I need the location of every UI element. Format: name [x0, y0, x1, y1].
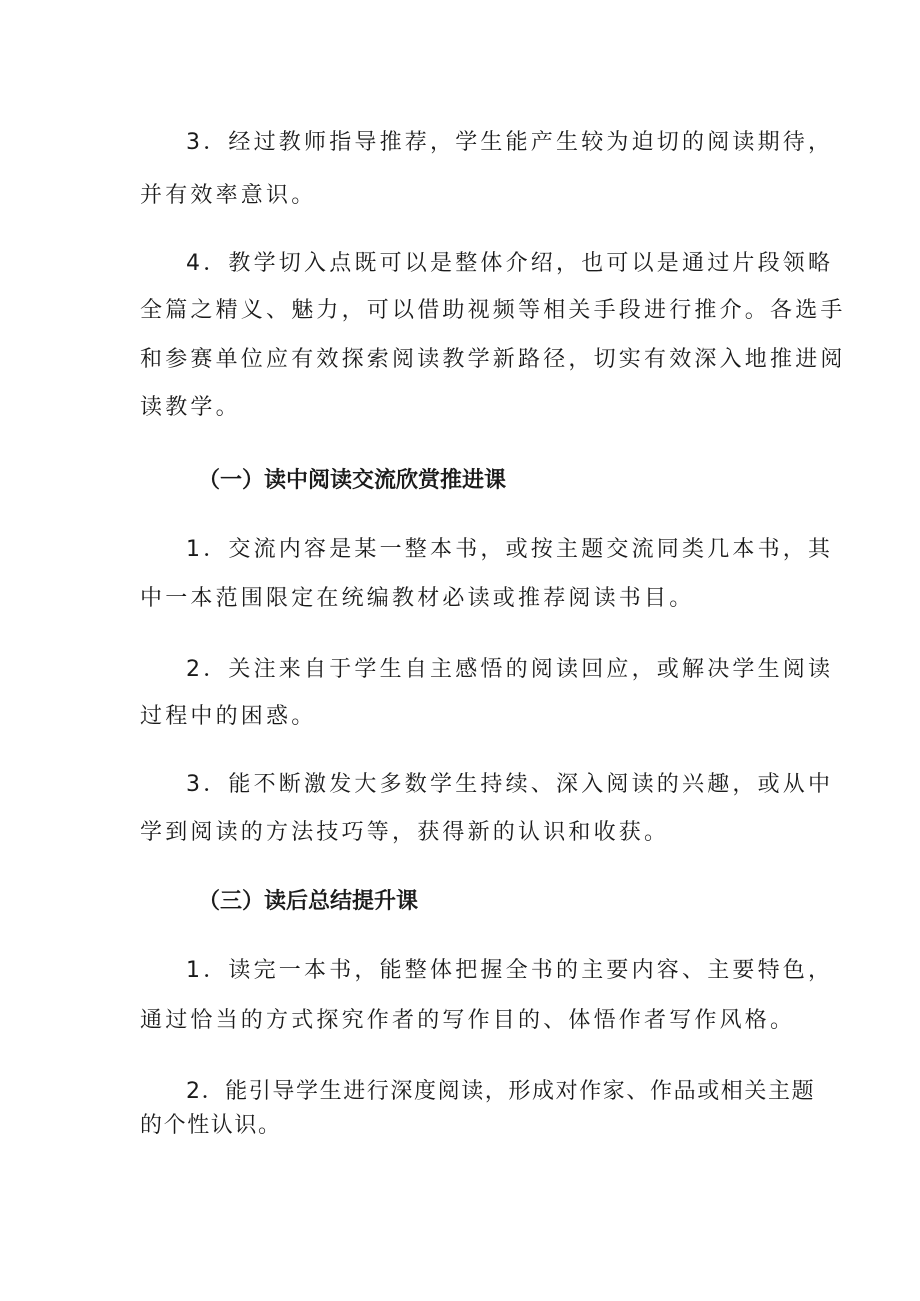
paragraph-7-line-1: 2．能引导学生进行深度阅读，形成对作家、作品或相关主题: [186, 1079, 816, 1104]
paragraph-4-line-2: 过程中的困惑。: [140, 704, 317, 729]
paragraph-5-line-2: 学到阅读的方法技巧等，获得新的认识和收获。: [140, 820, 670, 845]
paragraph-6-line-1: 1．读完一本书，能整体把握全书的主要内容、主要特色，: [186, 958, 834, 983]
paragraph-2-line-1: 4．教学切入点既可以是整体介绍，也可以是通过片段领略: [186, 251, 834, 276]
paragraph-6-line-2: 通过恰当的方式探究作者的写作目的、体悟作者写作风格。: [140, 1008, 796, 1033]
paragraph-3-line-2: 中一本范围限定在统编教材必读或推荐阅读书目。: [140, 586, 695, 611]
paragraph-1-line-2: 并有效率意识。: [140, 183, 317, 208]
paragraph-3-line-1: 1．交流内容是某一整本书，或按主题交流同类几本书，其: [186, 537, 834, 562]
paragraph-5-line-1: 3．能不断激发大多数学生持续、深入阅读的兴趣，或从中: [186, 772, 834, 797]
paragraph-7-line-2: 的个性认识。: [140, 1113, 282, 1138]
paragraph-1-line-1: 3．经过教师指导推荐，学生能产生较为迫切的阅读期待，: [186, 130, 834, 155]
paragraph-2-line-2: 全篇之精义、魅力，可以借助视频等相关手段进行推介。各选手: [140, 298, 846, 323]
section-heading-post-reading: （三）读后总结提升课: [198, 889, 419, 914]
paragraph-2-line-4: 读教学。: [140, 395, 241, 420]
section-heading-reading-exchange: （一）读中阅读交流欣赏推进课: [198, 468, 507, 493]
paragraph-2-line-3: 和参赛单位应有效探索阅读教学新路径，切实有效深入地推进阅: [140, 347, 846, 372]
paragraph-4-line-1: 2．关注来自于学生自主感悟的阅读回应，或解决学生阅读: [186, 657, 834, 682]
